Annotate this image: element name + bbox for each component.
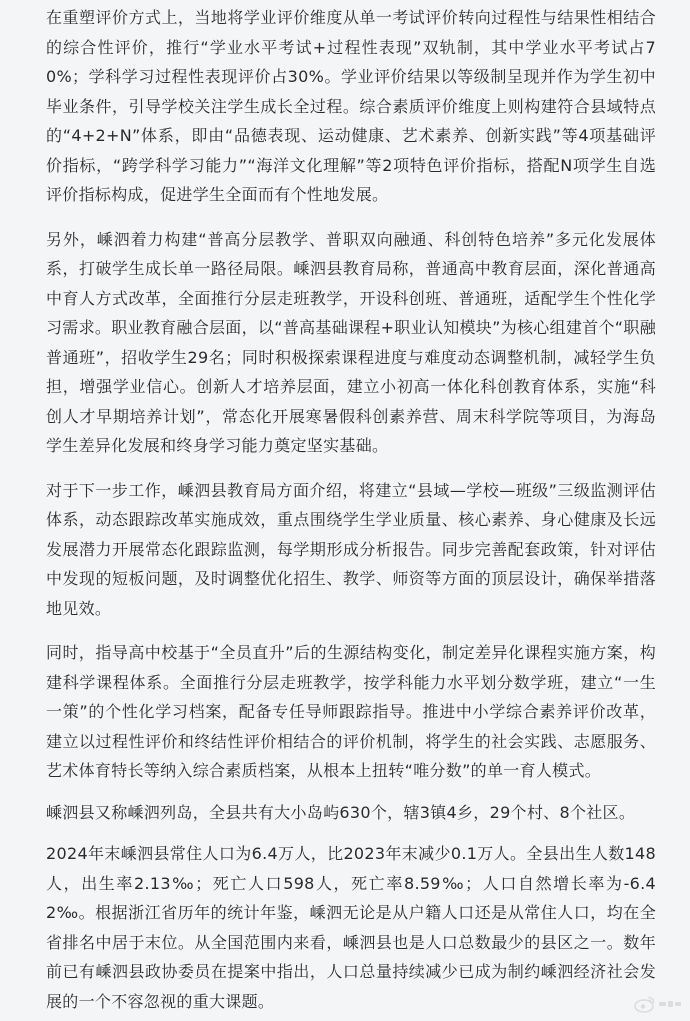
paragraph-county-overview: 嵊泗县又称嵊泗列岛，全县共有大小岛屿630个，辖3镇4乡，29个村、8个社区。 [46,802,636,822]
paragraph-evaluation-reform: 在重塑评价方式上，当地将学业评价维度从单一考试评价转向过程性与结果性相结合的综合性评价，推行“学业水平考试+过程性表现”双轨制，其中学业水平考试占70%；学科学习过程性表现评价占30%。学业评价结果以等级制呈现并作为学生初中毕业条件，引导学校关注学生成长全过程。综合素质评价维度上则构建符合县域特点的“4+2+N”体系，即由“品德表现、运动健康、艺术素养、创新实践”等4项基础评价指标，“跨学科学习能力”“海洋文化理解”等2项特色评价指标，搭配N项学生自选评价指标构成，促进学生全面而有个性地发展。 [46,8,656,204]
paragraph-high-school-guidance: 同时，指导高中校基于“全员直升”后的生源结构变化，制定差异化课程实施方案，构建科学课程体系。全面推行分层走班教学，按学科能力水平划分数学班，建立“一生一策”的个性化学习档案，配备专任导师跟踪指导。推进中小学综合素养评价改革，建立以过程性评价和终结性评价相结合的评价机制，将学生的社会实践、志愿服务、艺术体育特长等纳入综合素质档案，从根本上扭转“唯分数”的单一育人模式。 [46,643,656,780]
paragraph-diversified-development: 另外，嵊泗着力构建“普高分层教学、普职双向融通、科创特色培养”多元化发展体系，打破学生成长单一路径局限。嵊泗县教育局称，普通高中教育层面，深化普通高中育人方式改革，全面推行分层走班教学，开设科创班、普通班，适配学生个性化学习需求。职业教育融合层面，以“普高基础课程+职业认知模块”为核心组建首个“职融普通班”，招收学生29名；同时积极探索课程进度与难度动态调整机制，减轻学生负担，增强学业信心。创新人才培养层面，建立小初高一体化科创教育体系，实施“科创人才早期培养计划”，常态化开展寒暑假科创素养营、周末科学院等项目，为海岛学生差异化发展和终身学习能力奠定坚实基础。 [46,229,656,455]
weibo-logo-icon [632,993,684,1015]
paragraph-next-steps: 对于下一步工作，嵊泗县教育局方面介绍，将建立“县域—学校—班级”三级监测评估体系，动态跟踪改革实施成效，重点围绕学生学业质量、核心素养、身心健康及长远发展潜力开展常态化跟踪监测，每学期形成分析报告。同步完善配套政策，针对评估中发现的短板问题，及时调整优化招生、教学、师资等方面的顶层设计，确保举措落地见效。 [46,480,656,618]
paragraph-population-statistics: 2024年末嵊泗县常住人口为6.4万人，比2023年末减少0.1万人。全县出生人数148人，出生率2.13‰；死亡人口598人，死亡率8.59‰；人口自然增长率为-6.42‰。根据浙江省历年的统计年鉴，嵊泗无论是从户籍人口还是从常住人口，均在全省排名中居于末位。从全国范围内来看，嵊泗县也是人口总数最少的县区之一。数年前已有嵊泗县政协委员在提案中指出，人口总量持续减少已成为制约嵊泗经济社会发展的一个不容忽视的重大课题。 [46,844,656,1011]
